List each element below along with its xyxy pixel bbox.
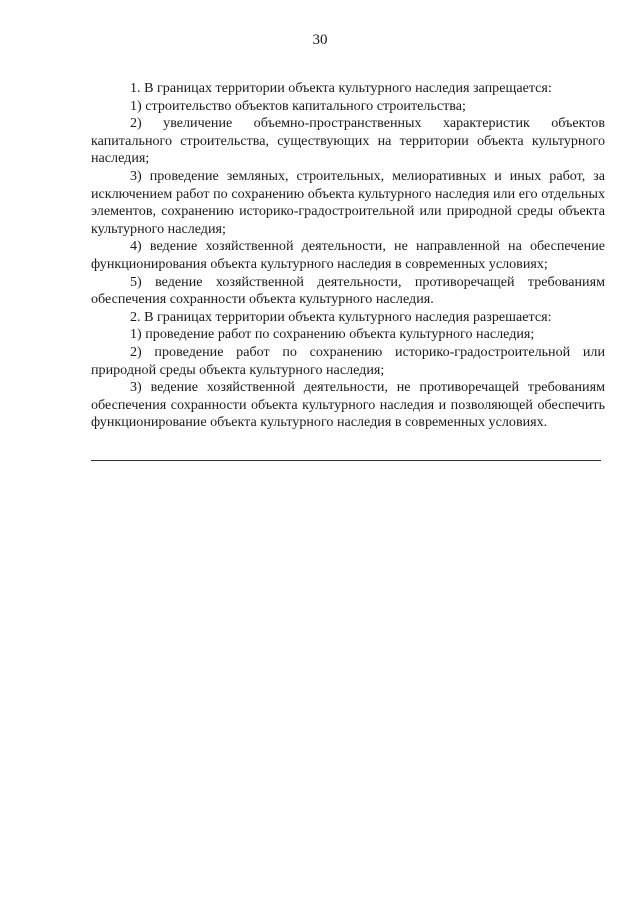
prohibition-item-4: 4) ведение хозяйственной деятельности, не направленной на обеспечение функционирования объекта культурного наследия в современных условиях;: [91, 238, 605, 272]
prohibition-item-1: 1) строительство объектов капитального строительства;: [130, 97, 466, 114]
prohibition-item-3: 3) проведение земляных, строительных, мелиоративных и иных работ, за исключением работ по сохранению объекта культурного наследия или его отдельных элементов, сохранению историко-градостроительной или природной среды объекта культурного наследия;: [91, 167, 605, 237]
page-number: 30: [312, 32, 328, 48]
permission-item-3: 3) ведение хозяйственной деятельности, не противоречащей требованиям обеспечения сохранности объекта культурного наследия и позволяющей обеспечить функционирование объекта культурного наследия в современных условиях.: [91, 379, 605, 431]
prohibition-item-2: 2) увеличение объемно-пространственных характеристик объектов капитального строительства, существующих на территории объекта культурного наследия;: [91, 115, 605, 167]
end-of-text-rule: [91, 460, 601, 461]
document-body: [91, 80, 605, 432]
section-2-heading: 2. В границах территории объекта культурного наследия разрешается:: [130, 308, 552, 325]
permission-item-2: 2) проведение работ по сохранению историко-градостроительной или природной среды объекта культурного наследия;: [91, 343, 605, 378]
prohibition-item-5: 5) ведение хозяйственной деятельности, противоречащей требованиям обеспечения сохранности объекта культурного наследия.: [91, 273, 605, 308]
section-1-heading: 1. В границах территории объекта культурного наследия запрещается:: [130, 80, 552, 96]
permission-item-1: 1) проведение работ по сохранению объекта культурного наследия;: [130, 326, 535, 343]
